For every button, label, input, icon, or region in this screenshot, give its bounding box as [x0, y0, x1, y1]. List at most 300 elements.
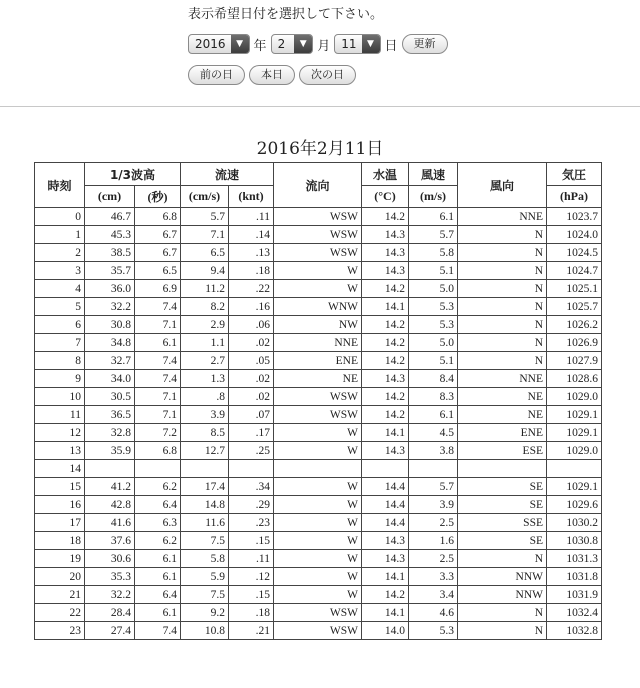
table-row [35, 262, 602, 280]
table-cell: 20 [35, 568, 85, 586]
table-cell: .05 [229, 352, 274, 370]
table-cell: 1031.3 [547, 550, 602, 568]
table-cell: .02 [229, 334, 274, 352]
table-cell [85, 460, 135, 478]
table-cell: 4.5 [409, 424, 458, 442]
table-cell: 46.7 [85, 208, 135, 226]
table-cell: 10.8 [181, 622, 229, 640]
table-cell: 7.4 [135, 298, 181, 316]
table-cell: 14.2 [362, 280, 409, 298]
table-cell: .11 [229, 550, 274, 568]
table-cell: 5.1 [409, 262, 458, 280]
table-cell: 5.0 [409, 280, 458, 298]
table-cell: ENE [458, 424, 547, 442]
table-cell: 14.3 [362, 226, 409, 244]
table-cell: 38.5 [85, 244, 135, 262]
table-cell: 6.5 [135, 262, 181, 280]
table-cell: 1 [35, 226, 85, 244]
table-row [35, 244, 602, 262]
table-cell: 30.6 [85, 550, 135, 568]
date-selector [188, 6, 528, 87]
table-cell: 7.1 [135, 406, 181, 424]
table-cell: 3.4 [409, 586, 458, 604]
table-cell: N [458, 352, 547, 370]
table-cell: .17 [229, 424, 274, 442]
table-cell: 32.2 [85, 586, 135, 604]
table-cell: .13 [229, 244, 274, 262]
table-cell: 6.1 [135, 334, 181, 352]
table-cell: 14.3 [362, 550, 409, 568]
table-cell: 6.1 [409, 406, 458, 424]
table-cell: NW [274, 316, 362, 334]
table-cell: 14.2 [362, 406, 409, 424]
table-cell: 32.2 [85, 298, 135, 316]
table-cell: 1025.7 [547, 298, 602, 316]
year-value: 2016 [195, 37, 226, 51]
table-row [35, 208, 602, 226]
table-cell: 3 [35, 262, 85, 280]
table-cell: 7.1 [135, 316, 181, 334]
table-cell: 1028.6 [547, 370, 602, 388]
table-cell: 36.5 [85, 406, 135, 424]
table-cell: NE [458, 406, 547, 424]
table-cell: 30.5 [85, 388, 135, 406]
table-cell: 21 [35, 586, 85, 604]
table-cell: W [274, 586, 362, 604]
table-cell: 2.9 [181, 316, 229, 334]
table-cell: 41.2 [85, 478, 135, 496]
table-cell: 7.4 [135, 352, 181, 370]
table-cell: 14.2 [362, 208, 409, 226]
table-cell: N [458, 226, 547, 244]
table-cell: .15 [229, 586, 274, 604]
chevron-down-icon: ▼ [294, 35, 312, 53]
table-cell: 5.9 [181, 568, 229, 586]
table-cell: .15 [229, 532, 274, 550]
table-cell: 5.7 [409, 478, 458, 496]
table-cell: W [274, 478, 362, 496]
table-cell: 1.3 [181, 370, 229, 388]
subheader-wave-cm: (cm) [85, 186, 135, 208]
day-select[interactable] [334, 34, 380, 54]
table-cell [181, 460, 229, 478]
table-cell: 6.3 [135, 514, 181, 532]
table-cell: 2 [35, 244, 85, 262]
table-cell: 8.5 [181, 424, 229, 442]
table-cell: 7.4 [135, 622, 181, 640]
table-cell: NNW [458, 586, 547, 604]
table-cell: N [458, 280, 547, 298]
month-value: 2 [277, 37, 286, 51]
table-cell: .02 [229, 370, 274, 388]
table-cell: 14.1 [362, 298, 409, 316]
header-direction: 流向 [274, 163, 362, 208]
table-cell: 1030.2 [547, 514, 602, 532]
table-cell: 1025.1 [547, 280, 602, 298]
table-cell: 5.1 [409, 352, 458, 370]
subheader-wave-sec: (秒) [135, 186, 181, 208]
table-cell: .8 [181, 388, 229, 406]
table-cell: W [274, 424, 362, 442]
table-cell: .21 [229, 622, 274, 640]
table-cell: WSW [274, 226, 362, 244]
table-row [35, 622, 602, 640]
table-cell: 7.2 [135, 424, 181, 442]
table-cell: 5.0 [409, 334, 458, 352]
table-cell: .34 [229, 478, 274, 496]
table-cell: 7.4 [135, 370, 181, 388]
month-unit: 月 [317, 38, 331, 54]
subheader-temp-unit: (°C) [362, 186, 409, 208]
table-cell: 3.8 [409, 442, 458, 460]
table-cell: 14.3 [362, 442, 409, 460]
table-cell: 8.2 [181, 298, 229, 316]
table-cell: 1.6 [409, 532, 458, 550]
table-cell: 0 [35, 208, 85, 226]
table-cell: .11 [229, 208, 274, 226]
table-row [35, 514, 602, 532]
table-cell: 7 [35, 334, 85, 352]
table-cell: N [458, 316, 547, 334]
table-cell: 3.9 [409, 496, 458, 514]
header-hour: 時刻 [35, 163, 85, 208]
table-cell: 5.8 [181, 550, 229, 568]
table-cell: 15 [35, 478, 85, 496]
table-cell: WSW [274, 388, 362, 406]
table-cell: 23 [35, 622, 85, 640]
table-cell: 10 [35, 388, 85, 406]
header-wind-speed: 風速 [409, 163, 458, 186]
table-cell: 6.4 [135, 496, 181, 514]
table-cell: 17.4 [181, 478, 229, 496]
table-row [35, 316, 602, 334]
table-cell: 1026.9 [547, 334, 602, 352]
table-cell: 2.5 [409, 550, 458, 568]
table-cell: WSW [274, 604, 362, 622]
page-title: 2016年2月11日 [256, 139, 384, 159]
table-cell: 1029.6 [547, 496, 602, 514]
table-cell: 9.4 [181, 262, 229, 280]
table-row [35, 442, 602, 460]
table-cell: SE [458, 496, 547, 514]
table-cell: W [274, 550, 362, 568]
table-cell [547, 460, 602, 478]
table-cell: 6.8 [135, 442, 181, 460]
divider [0, 106, 640, 107]
header-pressure: 気圧 [547, 163, 602, 186]
table-cell: 30.8 [85, 316, 135, 334]
table-cell: 35.9 [85, 442, 135, 460]
table-cell: 1023.7 [547, 208, 602, 226]
table-cell: 5.3 [409, 316, 458, 334]
table-cell: 1032.8 [547, 622, 602, 640]
day-value: 11 [341, 37, 357, 51]
table-cell: 5 [35, 298, 85, 316]
table-cell: 5.7 [409, 226, 458, 244]
table-cell [229, 460, 274, 478]
day-unit: 日 [384, 38, 398, 54]
subheader-current-cms: (cm/s) [181, 186, 229, 208]
table-cell: .22 [229, 280, 274, 298]
table-row [35, 586, 602, 604]
table-cell: N [458, 622, 547, 640]
header-wind-direction: 風向 [458, 163, 547, 208]
table-cell: 14.1 [362, 568, 409, 586]
table-cell: 14.3 [362, 370, 409, 388]
table-row [35, 550, 602, 568]
table-cell: 14.2 [362, 316, 409, 334]
table-cell: 14.2 [362, 586, 409, 604]
table-cell: 7.5 [181, 532, 229, 550]
table-cell: 6.1 [409, 208, 458, 226]
chevron-down-icon: ▼ [362, 35, 380, 53]
table-cell: 14.2 [362, 352, 409, 370]
table-cell [274, 460, 362, 478]
table-cell: 14.0 [362, 622, 409, 640]
table-cell: 6 [35, 316, 85, 334]
table-cell: 11.6 [181, 514, 229, 532]
day-nav [188, 65, 528, 87]
prev-day-button[interactable]: 前の日 [188, 65, 245, 85]
table-cell: .12 [229, 568, 274, 586]
today-button[interactable]: 本日 [249, 65, 295, 85]
table-cell: 41.6 [85, 514, 135, 532]
table-cell: 11.2 [181, 280, 229, 298]
chevron-down-icon: ▼ [231, 35, 249, 53]
table-row [35, 334, 602, 352]
date-controls [188, 33, 528, 55]
table-cell: 1029.0 [547, 388, 602, 406]
table-cell: 7.1 [135, 388, 181, 406]
table-cell: 36.0 [85, 280, 135, 298]
table-cell: 12.7 [181, 442, 229, 460]
update-button[interactable]: 更新 [402, 34, 448, 54]
table-cell: NE [274, 370, 362, 388]
table-cell: 14.4 [362, 514, 409, 532]
table-cell: W [274, 568, 362, 586]
table-cell: 6.7 [135, 244, 181, 262]
table-cell: 1029.0 [547, 442, 602, 460]
table-cell: 19 [35, 550, 85, 568]
table-cell: 4.6 [409, 604, 458, 622]
table-cell: 1031.9 [547, 586, 602, 604]
table-cell: .18 [229, 262, 274, 280]
table-cell: 42.8 [85, 496, 135, 514]
table-cell: .14 [229, 226, 274, 244]
table-cell: 9 [35, 370, 85, 388]
table-cell: 1027.9 [547, 352, 602, 370]
table-cell: W [274, 262, 362, 280]
table-cell: 17 [35, 514, 85, 532]
header-current: 流速 [181, 163, 274, 186]
table-cell: 6.1 [135, 550, 181, 568]
table-cell: W [274, 532, 362, 550]
month-select[interactable] [271, 34, 314, 54]
table-cell: 5.7 [181, 208, 229, 226]
table-cell: 14.3 [362, 532, 409, 550]
table-cell: 1024.5 [547, 244, 602, 262]
table-cell: 45.3 [85, 226, 135, 244]
table-row [35, 496, 602, 514]
table-cell: WNW [274, 298, 362, 316]
table-cell: 14.4 [362, 496, 409, 514]
table-cell: 1029.1 [547, 478, 602, 496]
table-cell: 35.3 [85, 568, 135, 586]
table-cell: 8.3 [409, 388, 458, 406]
table-cell: ESE [458, 442, 547, 460]
header-wave: 1/3波高 [85, 163, 181, 186]
table-cell: 14.1 [362, 424, 409, 442]
table-cell: 14.3 [362, 262, 409, 280]
table-cell: SSE [458, 514, 547, 532]
table-cell: 14.1 [362, 604, 409, 622]
table-cell [458, 460, 547, 478]
table-cell: 1024.7 [547, 262, 602, 280]
table-cell: 3.3 [409, 568, 458, 586]
table-cell: .29 [229, 496, 274, 514]
table-cell: 2.5 [409, 514, 458, 532]
table-cell: 22 [35, 604, 85, 622]
table-cell: .23 [229, 514, 274, 532]
table-row [35, 460, 602, 478]
table-row [35, 424, 602, 442]
table-row [35, 352, 602, 370]
table-cell: SE [458, 478, 547, 496]
table-cell: 35.7 [85, 262, 135, 280]
table-cell: 1030.8 [547, 532, 602, 550]
table-cell: 27.4 [85, 622, 135, 640]
observation-table [34, 162, 602, 640]
table-cell: .25 [229, 442, 274, 460]
table-cell: N [458, 298, 547, 316]
table-cell: N [458, 262, 547, 280]
table-cell: WSW [274, 208, 362, 226]
date-prompt: 表示希望日付を選択して下さい。 [188, 7, 384, 22]
table-row [35, 406, 602, 424]
table-cell: 4 [35, 280, 85, 298]
table-cell: NNE [458, 208, 547, 226]
table-cell: SE [458, 532, 547, 550]
table-cell: 14.2 [362, 334, 409, 352]
table-cell: 1031.8 [547, 568, 602, 586]
table-cell: N [458, 550, 547, 568]
table-cell: 7.1 [181, 226, 229, 244]
table-cell: W [274, 496, 362, 514]
table-cell: 6.4 [135, 586, 181, 604]
table-cell: .16 [229, 298, 274, 316]
table-cell: 1026.2 [547, 316, 602, 334]
table-cell: 34.0 [85, 370, 135, 388]
table-cell: 5.3 [409, 622, 458, 640]
subheader-pressure-unit: (hPa) [547, 186, 602, 208]
table-cell: W [274, 280, 362, 298]
table-cell: .18 [229, 604, 274, 622]
table-cell: N [458, 604, 547, 622]
table-cell: 1024.0 [547, 226, 602, 244]
table-row [35, 298, 602, 316]
table-cell: 32.7 [85, 352, 135, 370]
table-cell: .07 [229, 406, 274, 424]
table-cell: 37.6 [85, 532, 135, 550]
table-cell: 2.7 [181, 352, 229, 370]
table-row [35, 226, 602, 244]
year-select[interactable] [188, 34, 250, 54]
table-cell: 13 [35, 442, 85, 460]
table-cell: 6.8 [135, 208, 181, 226]
table-cell: 14.4 [362, 478, 409, 496]
table-cell: NNW [458, 568, 547, 586]
table-cell: .02 [229, 388, 274, 406]
table-cell: 6.1 [135, 604, 181, 622]
table-cell: 32.8 [85, 424, 135, 442]
table-cell: NNE [458, 370, 547, 388]
table-cell: 11 [35, 406, 85, 424]
table-cell: 14.8 [181, 496, 229, 514]
table-cell: 6.1 [135, 568, 181, 586]
table-cell: W [274, 442, 362, 460]
table-cell: 1.1 [181, 334, 229, 352]
table-cell: 1029.1 [547, 406, 602, 424]
table-cell: 3.9 [181, 406, 229, 424]
table-cell: 6.2 [135, 532, 181, 550]
table-cell: 6.7 [135, 226, 181, 244]
table-cell: 28.4 [85, 604, 135, 622]
table-cell: 6.2 [135, 478, 181, 496]
table-cell: .06 [229, 316, 274, 334]
table-cell: 34.8 [85, 334, 135, 352]
table-row [35, 478, 602, 496]
table-cell: WSW [274, 244, 362, 262]
table-cell: NNE [274, 334, 362, 352]
subheader-wind-unit: (m/s) [409, 186, 458, 208]
table-cell: 14 [35, 460, 85, 478]
table-cell: 14.2 [362, 388, 409, 406]
table-row [35, 568, 602, 586]
table-cell: 16 [35, 496, 85, 514]
table-cell: 8.4 [409, 370, 458, 388]
table-cell: 5.3 [409, 298, 458, 316]
table-cell: WSW [274, 406, 362, 424]
table-cell: 6.9 [135, 280, 181, 298]
table-cell: 7.5 [181, 586, 229, 604]
table-cell: ENE [274, 352, 362, 370]
table-cell [362, 460, 409, 478]
table-cell [135, 460, 181, 478]
table-row [35, 280, 602, 298]
table-cell: 9.2 [181, 604, 229, 622]
header-water-temp: 水温 [362, 163, 409, 186]
table-cell: WSW [274, 622, 362, 640]
year-unit: 年 [253, 38, 267, 54]
table-row [35, 532, 602, 550]
table-cell [409, 460, 458, 478]
table-cell: 6.5 [181, 244, 229, 262]
table-cell: 12 [35, 424, 85, 442]
table-cell: 1032.4 [547, 604, 602, 622]
table-cell: NE [458, 388, 547, 406]
subheader-current-knt: (knt) [229, 186, 274, 208]
table-row [35, 370, 602, 388]
table-cell: 18 [35, 532, 85, 550]
table-cell: W [274, 514, 362, 532]
next-day-button[interactable]: 次の日 [299, 65, 356, 85]
table-cell: 1029.1 [547, 424, 602, 442]
table-cell: 8 [35, 352, 85, 370]
table-row [35, 388, 602, 406]
table-row [35, 604, 602, 622]
table-cell: N [458, 244, 547, 262]
table-body [35, 208, 602, 640]
